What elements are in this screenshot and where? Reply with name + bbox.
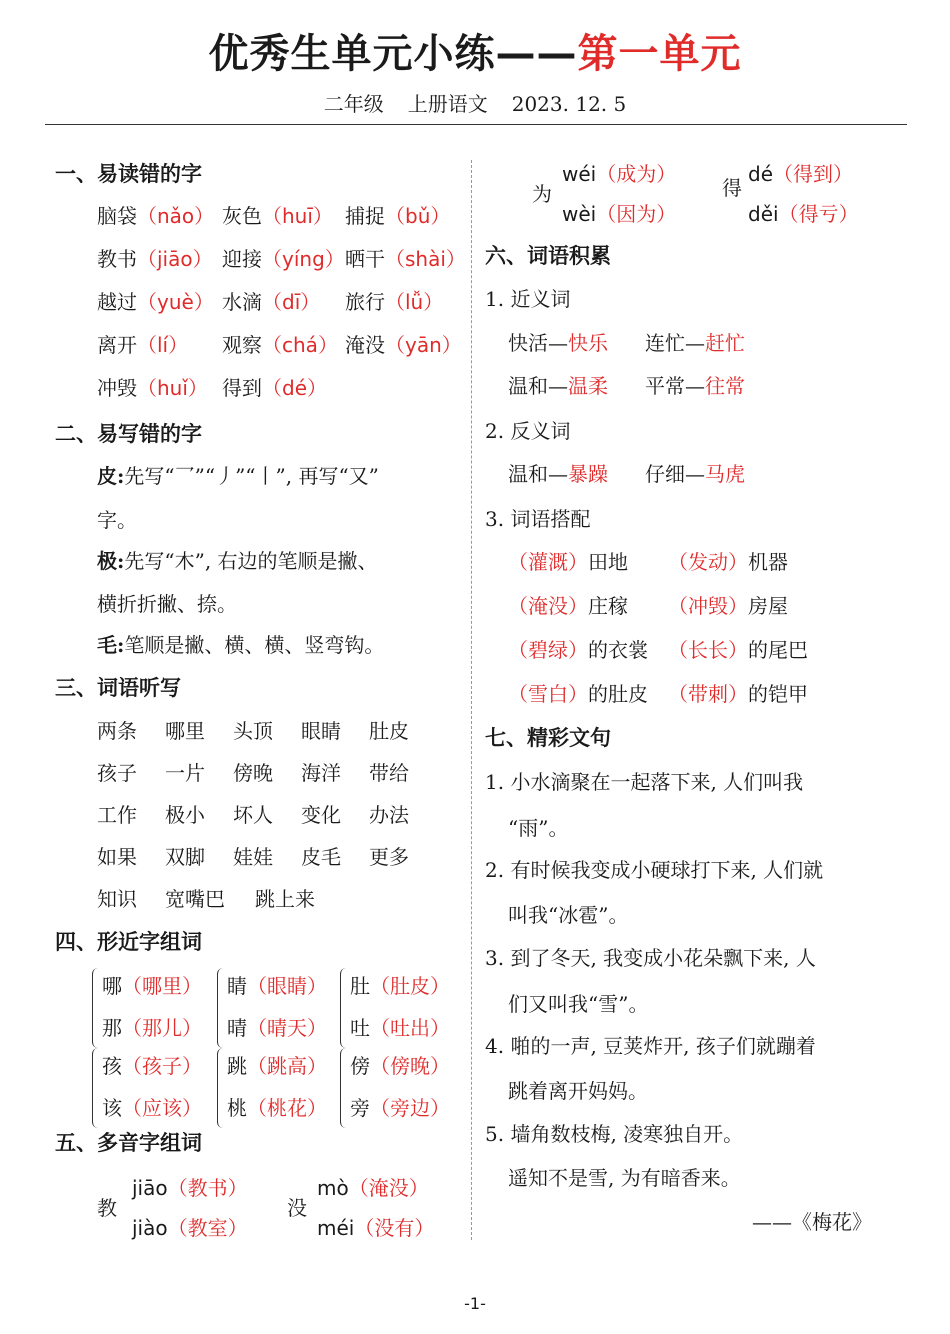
paren: ） [430, 204, 451, 228]
paren: （ [262, 376, 282, 400]
pinyin: nǎo [157, 204, 195, 228]
brace [92, 968, 98, 1048]
pinyin: yíng [282, 247, 325, 271]
pinyin: shài [405, 247, 446, 271]
answer: 哪里 [142, 974, 182, 998]
pinyin: lí [157, 333, 169, 357]
paren: （ [247, 974, 267, 998]
paren: （ [370, 1016, 390, 1040]
word: 机器 [748, 550, 788, 574]
word-pair [508, 458, 608, 487]
paren: ） [300, 290, 321, 314]
stroke-note: 极:先写“木”, 右边的笔顺是撇、 [97, 549, 378, 573]
paren: （ [508, 682, 528, 706]
pinyin-entry [222, 243, 345, 272]
column-divider [471, 160, 472, 1240]
sentence-line: 1. 小水滴聚在一起落下来, 人们叫我 [485, 770, 804, 794]
answer: 淹没 [528, 594, 568, 618]
dictation-word: 肚皮 [369, 719, 409, 743]
poem-source: ——《梅花》 [752, 1210, 872, 1234]
paren: （ [122, 1096, 142, 1120]
paren: ） [430, 974, 450, 998]
collocation-entry [668, 590, 788, 619]
answer: 快乐 [568, 331, 608, 355]
brace [217, 1048, 223, 1128]
stroke-note: 横折折撇、捺。 [97, 592, 237, 616]
brace [92, 1048, 98, 1128]
similar-char-entry [350, 1012, 450, 1041]
brace [217, 968, 223, 1048]
paren: ） [187, 376, 208, 400]
page-number: -1- [464, 1294, 486, 1313]
answer: 教书 [187, 1176, 228, 1200]
paren: ） [728, 682, 748, 706]
word: 温和— [508, 374, 568, 398]
paren: ） [441, 333, 462, 357]
answer: 应该 [142, 1096, 182, 1120]
answer: 长长 [688, 638, 728, 662]
stroke-note: 皮:先写“乛”“丿”“丨”, 再写“又” [97, 464, 379, 488]
stroke-note: 字。 [97, 508, 137, 532]
paren: ） [307, 1054, 327, 1078]
similar-char-entry [102, 1012, 202, 1041]
collocation-entry [668, 546, 788, 575]
paren: （ [247, 1016, 267, 1040]
pinyin: jiào [132, 1216, 168, 1240]
collocation-entry [508, 590, 628, 619]
paren: ） [194, 204, 215, 228]
word: 得到 [222, 376, 262, 400]
paren: （ [508, 638, 528, 662]
char: 吐 [350, 1016, 370, 1040]
dictation-word: 坏人 [233, 803, 273, 827]
paren: ） [414, 1216, 435, 1240]
paren: ） [227, 1176, 248, 1200]
word: 平常— [645, 374, 705, 398]
paren: （ [778, 202, 799, 226]
subtitle: 二年级 上册语文 2023. 12. 5 [323, 92, 627, 116]
answer: 吐出 [390, 1016, 430, 1040]
paren: ） [838, 202, 859, 226]
paren: （ [262, 247, 282, 271]
paren: ） [445, 247, 466, 271]
word: 捕捉 [345, 204, 385, 228]
word: 越过 [97, 290, 137, 314]
paren: （ [122, 1054, 142, 1078]
similar-char-entry [227, 970, 327, 999]
dictation-word: 带给 [369, 761, 409, 785]
pinyin-entry [345, 200, 450, 229]
paren: ） [568, 682, 588, 706]
answer: 眼睛 [267, 974, 307, 998]
answer: 旁边 [390, 1096, 430, 1120]
sentence-line: 们又叫我“雪”。 [508, 992, 649, 1016]
sentence-line: 5. 墙角数枝梅, 凌寒独自开。 [485, 1122, 744, 1146]
word: 的铠甲 [748, 682, 808, 706]
pinyin: dé [282, 376, 307, 400]
answer: 傍晚 [390, 1054, 430, 1078]
char: 跳 [227, 1054, 247, 1078]
pinyin-entry [345, 286, 443, 315]
pinyin: wéi [562, 162, 597, 186]
answer: 没有 [374, 1216, 415, 1240]
answer: 淹没 [368, 1176, 409, 1200]
word: 离开 [97, 333, 137, 357]
dictation-word: 双脚 [165, 845, 205, 869]
pinyin-entry [97, 200, 214, 229]
paren: ） [182, 1096, 202, 1120]
similar-char-entry [227, 1050, 327, 1079]
dictation-word: 办法 [369, 803, 409, 827]
polyphone-char: 得 [722, 176, 742, 200]
paren: ） [423, 290, 444, 314]
pinyin-entry [97, 372, 208, 401]
word: 房屋 [748, 594, 788, 618]
answer: 冲毁 [688, 594, 728, 618]
paren: ） [728, 638, 748, 662]
answer: 桃花 [267, 1096, 307, 1120]
header-divider [45, 124, 907, 125]
pinyin: lǚ [405, 290, 424, 314]
paren: ） [568, 594, 588, 618]
sentence-line: 叫我“冰雹”。 [508, 903, 629, 927]
answer: 带刺 [688, 682, 728, 706]
sub-heading: 3. 词语搭配 [485, 507, 591, 531]
dictation-word: 极小 [165, 803, 205, 827]
paren: （ [262, 333, 282, 357]
word: 仔细— [645, 462, 705, 486]
dictation-word: 一片 [165, 761, 205, 785]
paren: ） [430, 1054, 450, 1078]
paren: ） [833, 162, 853, 186]
collocation-entry [508, 634, 648, 663]
brace [340, 1048, 346, 1128]
sub-heading: 2. 反义词 [485, 419, 571, 443]
section-heading: 六、词语积累 [485, 244, 611, 268]
paren: （ [137, 247, 157, 271]
collocation-entry [668, 634, 808, 663]
polyphone-char: 没 [287, 1196, 307, 1220]
word: 的肚皮 [588, 682, 648, 706]
pinyin: huī [282, 204, 313, 228]
answer: 赶忙 [705, 331, 745, 355]
similar-char-entry [350, 970, 450, 999]
paren: ） [307, 1096, 327, 1120]
dictation-word: 知识 [97, 887, 137, 911]
word: 庄稼 [588, 594, 628, 618]
paren: （ [137, 290, 157, 314]
char: 哪 [102, 974, 122, 998]
polyphone-reading [562, 158, 676, 187]
pinyin: chá [282, 333, 318, 357]
polyphone-reading [317, 1172, 429, 1201]
sentence-line: 3. 到了冬天, 我变成小花朵飘下来, 人 [485, 946, 816, 970]
word-pair [508, 327, 608, 356]
word-pair [508, 370, 608, 399]
paren: ） [182, 974, 202, 998]
paren: （ [385, 290, 405, 314]
collocation-entry [508, 546, 628, 575]
dictation-word: 工作 [97, 803, 137, 827]
word: 灰色 [222, 204, 262, 228]
sentence-line: 遥知不是雪, 为有暗香来。 [508, 1166, 741, 1190]
pinyin-entry [97, 243, 213, 272]
char: 该 [102, 1096, 122, 1120]
paren: ） [568, 638, 588, 662]
dictation-word: 哪里 [165, 719, 205, 743]
answer: 马虎 [705, 462, 745, 486]
pinyin-entry [345, 329, 462, 358]
answer: 晴天 [267, 1016, 307, 1040]
word: 的尾巴 [748, 638, 808, 662]
char: 桃 [227, 1096, 247, 1120]
pinyin: bǔ [405, 204, 431, 228]
similar-char-entry [350, 1092, 450, 1121]
word-pair [645, 327, 745, 356]
paren: ） [656, 202, 677, 226]
dictation-word: 如果 [97, 845, 137, 869]
paren: （ [370, 974, 390, 998]
collocation-entry [508, 678, 648, 707]
word: 晒干 [345, 247, 385, 271]
answer: 得亏 [798, 202, 839, 226]
word-pair [645, 370, 745, 399]
paren: ） [430, 1016, 450, 1040]
answer: 肚皮 [390, 974, 430, 998]
answer: 教室 [187, 1216, 228, 1240]
paren: ） [307, 974, 327, 998]
paren: ） [192, 247, 213, 271]
answer: 灌溉 [528, 550, 568, 574]
pinyin-entry [345, 243, 466, 272]
pinyin: dī [282, 290, 301, 314]
paren: ） [227, 1216, 248, 1240]
dictation-word: 海洋 [301, 761, 341, 785]
paren: （ [137, 376, 157, 400]
paren: ） [728, 594, 748, 618]
page-title: 优秀生单元小练——第一单元 [208, 31, 742, 77]
char: 孩 [102, 1054, 122, 1078]
paren: （ [370, 1096, 390, 1120]
stroke-note: 毛:笔顺是撇、横、横、竖弯钩。 [97, 633, 385, 657]
paren: ） [182, 1016, 202, 1040]
sentence-line: 4. 啪的一声, 豆荚炸开, 孩子们就蹦着 [485, 1034, 816, 1058]
polyphone-reading [748, 198, 859, 227]
section-heading: 四、形近字组词 [55, 930, 202, 954]
dictation-word: 眼睛 [301, 719, 341, 743]
char: 旁 [350, 1096, 370, 1120]
word: 快活— [508, 331, 568, 355]
answer: 成为 [616, 162, 657, 186]
sub-heading: 1. 近义词 [485, 287, 571, 311]
collocation-entry [668, 678, 808, 707]
paren: ） [656, 162, 677, 186]
answer: 暴躁 [568, 462, 608, 486]
paren: （ [262, 290, 282, 314]
paren: ） [182, 1054, 202, 1078]
word: 旅行 [345, 290, 385, 314]
sentence-line: 跳着离开妈妈。 [508, 1079, 648, 1103]
paren: ） [568, 550, 588, 574]
paren: （ [668, 682, 688, 706]
paren: （ [668, 550, 688, 574]
paren: （ [370, 1054, 390, 1078]
paren: ） [408, 1176, 429, 1200]
polyphone-reading [132, 1172, 248, 1201]
section-heading: 二、易写错的字 [55, 422, 202, 446]
paren: ） [728, 550, 748, 574]
similar-char-entry [102, 970, 202, 999]
polyphone-reading [317, 1212, 434, 1241]
dictation-word: 宽嘴巴 [165, 887, 225, 911]
paren: ） [307, 1016, 327, 1040]
similar-char-entry [227, 1012, 327, 1041]
char: 傍 [350, 1054, 370, 1078]
paren: ） [168, 333, 189, 357]
paren: （ [596, 162, 617, 186]
section-heading: 三、词语听写 [55, 676, 181, 700]
answer: 雪白 [528, 682, 568, 706]
word: 观察 [222, 333, 262, 357]
section-heading: 七、精彩文句 [485, 726, 611, 750]
paren: （ [348, 1176, 369, 1200]
paren: （ [668, 594, 688, 618]
char: 肚 [350, 974, 370, 998]
section-heading: 五、多音字组词 [55, 1131, 202, 1155]
answer: 得到 [793, 162, 833, 186]
dictation-word: 皮毛 [301, 845, 341, 869]
paren: ） [317, 333, 338, 357]
word: 脑袋 [97, 204, 137, 228]
pinyin: yān [405, 333, 442, 357]
paren: ） [324, 247, 345, 271]
pinyin: děi [748, 202, 779, 226]
pinyin-entry [97, 286, 214, 315]
paren: （ [247, 1096, 267, 1120]
pinyin-entry [222, 286, 320, 315]
char: 那 [102, 1016, 122, 1040]
paren: （ [122, 1016, 142, 1040]
answer: 碧绿 [528, 638, 568, 662]
answer: 跳高 [267, 1054, 307, 1078]
paren: （ [167, 1216, 188, 1240]
polyphone-reading [748, 158, 853, 187]
paren: ） [193, 290, 214, 314]
word: 的衣裳 [588, 638, 648, 662]
paren: ） [312, 204, 333, 228]
word: 温和— [508, 462, 568, 486]
sentence-line: 2. 有时候我变成小硬球打下来, 人们就 [485, 858, 824, 882]
pinyin-entry [222, 200, 333, 229]
paren: （ [262, 204, 282, 228]
pinyin: yuè [157, 290, 194, 314]
paren: （ [773, 162, 793, 186]
word: 田地 [588, 550, 628, 574]
paren: （ [385, 247, 405, 271]
dictation-word: 跳上来 [255, 887, 315, 911]
answer: 因为 [616, 202, 657, 226]
answer: 往常 [705, 374, 745, 398]
polyphone-reading [562, 198, 676, 227]
dictation-word: 娃娃 [233, 845, 273, 869]
word: 连忙— [645, 331, 705, 355]
word: 教书 [97, 247, 137, 271]
answer: 孩子 [142, 1054, 182, 1078]
paren: （ [508, 594, 528, 618]
brace [340, 968, 346, 1048]
paren: （ [137, 333, 157, 357]
section-heading: 一、易读错的字 [55, 162, 202, 186]
sentence-line: “雨”。 [508, 816, 569, 840]
word: 淹没 [345, 333, 385, 357]
dictation-word: 孩子 [97, 761, 137, 785]
polyphone-char: 为 [532, 182, 552, 206]
word-pair [645, 458, 745, 487]
pinyin: jiāo [157, 247, 193, 271]
dictation-word: 变化 [301, 803, 341, 827]
dictation-word: 更多 [369, 845, 409, 869]
dictation-word: 傍晚 [233, 761, 273, 785]
paren: （ [122, 974, 142, 998]
polyphone-char: 教 [97, 1196, 117, 1220]
char: 晴 [227, 1016, 247, 1040]
pinyin: méi [317, 1216, 355, 1240]
dictation-word: 两条 [97, 719, 137, 743]
paren: ） [307, 376, 327, 400]
word: 迎接 [222, 247, 262, 271]
similar-char-entry [227, 1092, 327, 1121]
pinyin-entry [97, 329, 188, 358]
similar-char-entry [350, 1050, 450, 1079]
polyphone-reading [132, 1212, 248, 1241]
paren: （ [167, 1176, 188, 1200]
pinyin: jiāo [132, 1176, 168, 1200]
paren: （ [247, 1054, 267, 1078]
paren: ） [430, 1096, 450, 1120]
word: 冲毁 [97, 376, 137, 400]
similar-char-entry [102, 1050, 202, 1079]
paren: （ [354, 1216, 375, 1240]
paren: （ [668, 638, 688, 662]
paren: （ [508, 550, 528, 574]
answer: 那儿 [142, 1016, 182, 1040]
answer: 温柔 [568, 374, 608, 398]
paren: （ [596, 202, 617, 226]
answer: 发动 [688, 550, 728, 574]
paren: （ [385, 204, 405, 228]
word: 水滴 [222, 290, 262, 314]
paren: （ [137, 204, 157, 228]
pinyin-entry [222, 372, 327, 401]
dictation-word: 头顶 [233, 719, 273, 743]
pinyin-entry [222, 329, 338, 358]
pinyin: wèi [562, 202, 597, 226]
pinyin: mò [317, 1176, 349, 1200]
pinyin: huǐ [157, 376, 188, 400]
paren: （ [385, 333, 405, 357]
similar-char-entry [102, 1092, 202, 1121]
pinyin: dé [748, 162, 773, 186]
char: 睛 [227, 974, 247, 998]
